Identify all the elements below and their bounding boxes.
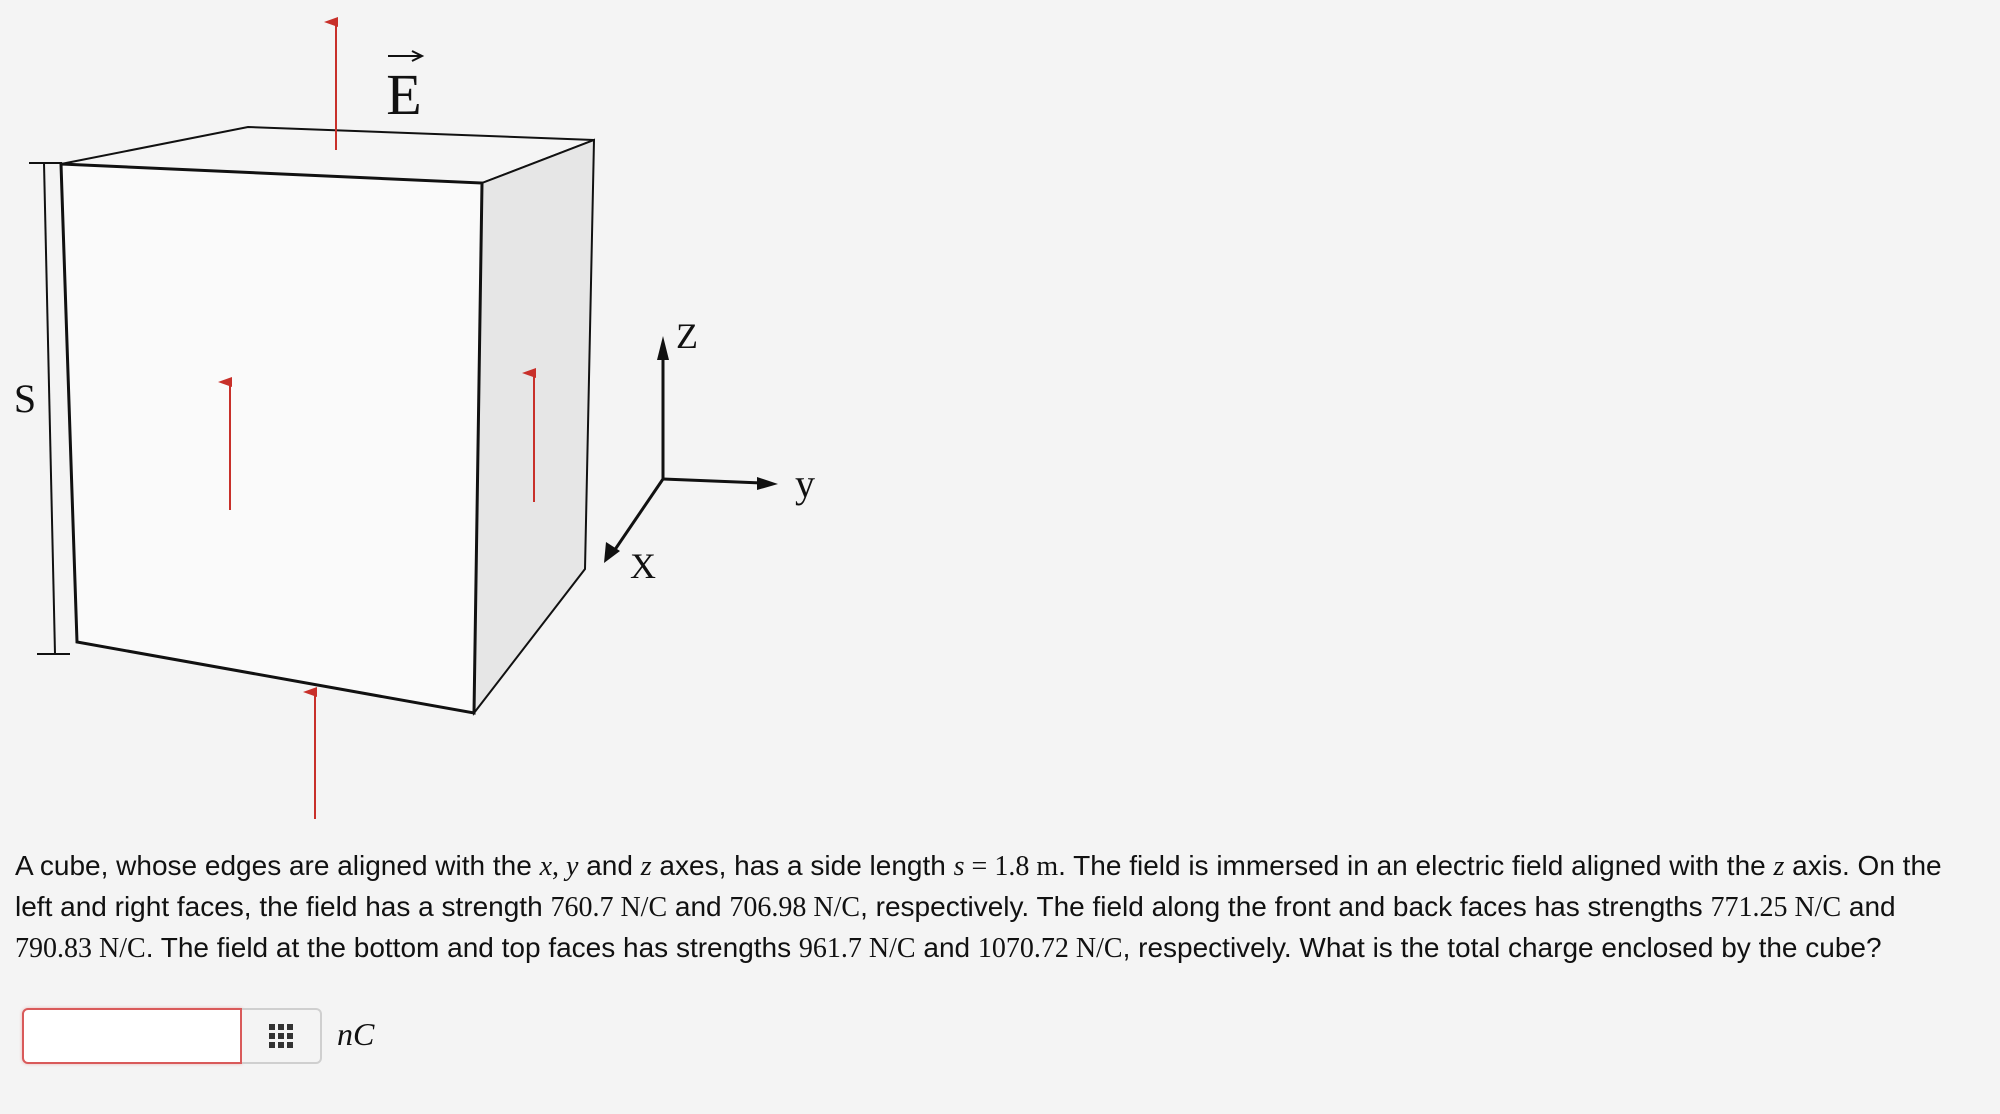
var-z: z [1773,851,1785,882]
var-s: s [953,851,965,882]
field-bottom-value: 961.7 N/C [798,933,916,964]
field-front-value: 771.25 N/C [1710,892,1842,923]
field-left-value: 760.7 N/C [550,892,668,923]
side-length-value: = 1.8 m [964,851,1059,882]
question-part: and [915,932,978,963]
coordinate-axes [604,336,778,563]
question-part: axis. On the left and right faces, the field has a strength [15,850,1942,922]
cube-figure [0,0,880,840]
var-y: y [566,851,579,882]
cube-front-face [61,164,482,713]
axis-y-label: y [795,461,815,506]
question-part: , respectively. The field along the front and back faces has strengths [860,891,1711,922]
question-part: axes, has a side length [651,850,954,881]
field-back-value: 790.83 N/C [15,933,146,964]
keypad-grid-icon [269,1024,293,1048]
question-part: A cube, whose edges are aligned with the [15,850,540,881]
question-part: . The field is immersed in an electric field aligned with the [1058,850,1774,881]
field-label-text: E [386,62,422,127]
keypad-button[interactable] [242,1008,322,1064]
question-part: and [667,891,730,922]
field-right-value: 706.98 N/C [729,892,861,923]
question-part: and [578,850,641,881]
question-part: . The field at the bottom and top faces has strengths [145,932,799,963]
answer-input[interactable] [22,1008,242,1064]
answer-unit: nC [337,1016,375,1052]
question-text [15,846,1975,969]
axis-x-label: X [630,546,656,586]
var-z: z [640,851,652,882]
var-x: x [539,851,553,882]
axis-z-label: Z [676,316,698,356]
field-label [386,51,422,127]
question-part: and [1841,891,1896,922]
field-top-value: 1070.72 N/C [977,933,1123,964]
question-part: , [552,851,567,882]
side-length-label: S [13,376,37,421]
question-part: , respectively. What is the total charge enclosed by the cube? [1122,932,1882,963]
